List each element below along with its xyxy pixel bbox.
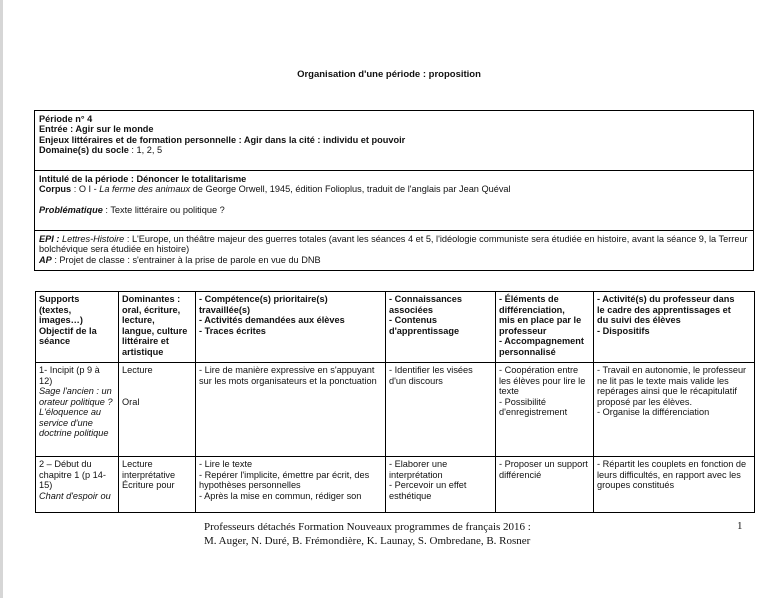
header-professeur: - Activité(s) du professeur dans le cadre des apprentissages et du suivi des élèves - Dispositifs — [594, 292, 755, 363]
period-domains: Domaine(s) du socle : 1, 2, 5 — [39, 145, 163, 156]
period-problem: Problématique : Texte littéraire ou politique ? — [39, 204, 225, 215]
cell-dominantes: Lecture interprétative Écriture pour — [119, 457, 196, 513]
cell-connaissances: - Elaborer une interprétation - Percevoir un effet esthétique — [386, 457, 496, 513]
cell-connaissances: - Identifier les visées d'un discours — [386, 363, 496, 457]
period-general-row — [35, 111, 753, 171]
header-connaissances: - Connaissances associées - Contenus d'apprentissage — [386, 292, 496, 363]
period-epi: EPI : Lettres-Histoire : L'Europe, un théâtre majeur des guerres totales (avant les séances 4 et 5, l'idéologie communiste sera étudiée en histoire, avant la séance 9, la Terreur bolchévique sera étudiée en histoire) — [39, 234, 748, 255]
period-epi-row — [35, 231, 753, 270]
period-info-table — [34, 110, 754, 271]
cell-support: 1- Incipit (p 9 à 12) Sage l'ancien : un orateur politique ? L'éloquence au service d'une doctrine politique — [36, 363, 119, 457]
period-corpus: Corpus : O I - La ferme des animaux de George Orwell, 1945, édition Folioplus, traduit de l'anglais par Jean Quéval — [39, 184, 511, 195]
page-footer — [204, 520, 764, 548]
table-row — [36, 457, 755, 513]
header-supports: Supports (textes, images…) Objectif de la séance — [36, 292, 119, 363]
period-title: Intitulé de la période : Dénoncer le totalitarisme — [39, 174, 247, 184]
footer-credits-line2: M. Auger, N. Duré, B. Frémondière, K. Launay, S. Ombredane, B. Rosner — [204, 535, 531, 547]
header-competences: - Compétence(s) prioritaire(s) travaillée(s) - Activités demandées aux élèves - Traces écrites — [196, 292, 386, 363]
period-number: Période n° 4 — [39, 114, 93, 124]
cell-differenciation: - Proposer un support différencié — [496, 457, 594, 513]
cell-professeur: - Travail en autonomie, le professeur ne lit pas le texte mais valide les repérages ainsi que le récapitulatif proposé par les élèves. - Organise la différenciation — [594, 363, 755, 457]
header-dominantes: Dominantes : oral, écriture, lecture, langue, culture littéraire et artistique — [119, 292, 196, 363]
cell-competences: - Lire de manière expressive en s'appuyant sur les mots organisateurs et la ponctuation — [196, 363, 386, 457]
header-differenciation: - Éléments de différenciation, mis en place par le professeur - Accompagnement personnalisé — [496, 292, 594, 363]
cell-dominantes: Lecture Oral — [119, 363, 196, 457]
session-plan-table — [35, 291, 755, 513]
period-corpus-row — [35, 171, 753, 231]
period-entry: Entrée : Agir sur le monde — [39, 124, 154, 135]
period-ap: AP : Projet de classe : s'entrainer à la prise de parole en vue du DNB — [39, 254, 321, 265]
footer-credits-line1: Professeurs détachés Formation Nouveaux programmes de français 2016 : — [204, 521, 531, 533]
cell-support: 2 – Début du chapitre 1 (p 14-15) Chant d'espoir ou — [36, 457, 119, 513]
page-number: 1 — [737, 520, 743, 532]
document-title: Organisation d'une période : proposition — [297, 69, 481, 80]
cell-differenciation: - Coopération entre les élèves pour lire le texte - Possibilité d'enregistrement — [496, 363, 594, 457]
period-stakes: Enjeux littéraires et de formation personnelle : Agir dans la cité : individu et pouvoir — [39, 134, 406, 145]
corpus-book-title: La ferme des animaux — [99, 184, 191, 195]
cell-professeur: - Répartit les couplets en fonction de leurs difficultés, en rapport avec les groupes constitués — [594, 457, 755, 513]
cell-competences: - Lire le texte - Repérer l'implicite, émettre par écrit, des hypothèses personnelles - Après la mise en commun, rédiger son — [196, 457, 386, 513]
table-row — [36, 363, 755, 457]
table-header-row — [36, 292, 755, 363]
page-gutter — [0, 0, 3, 598]
